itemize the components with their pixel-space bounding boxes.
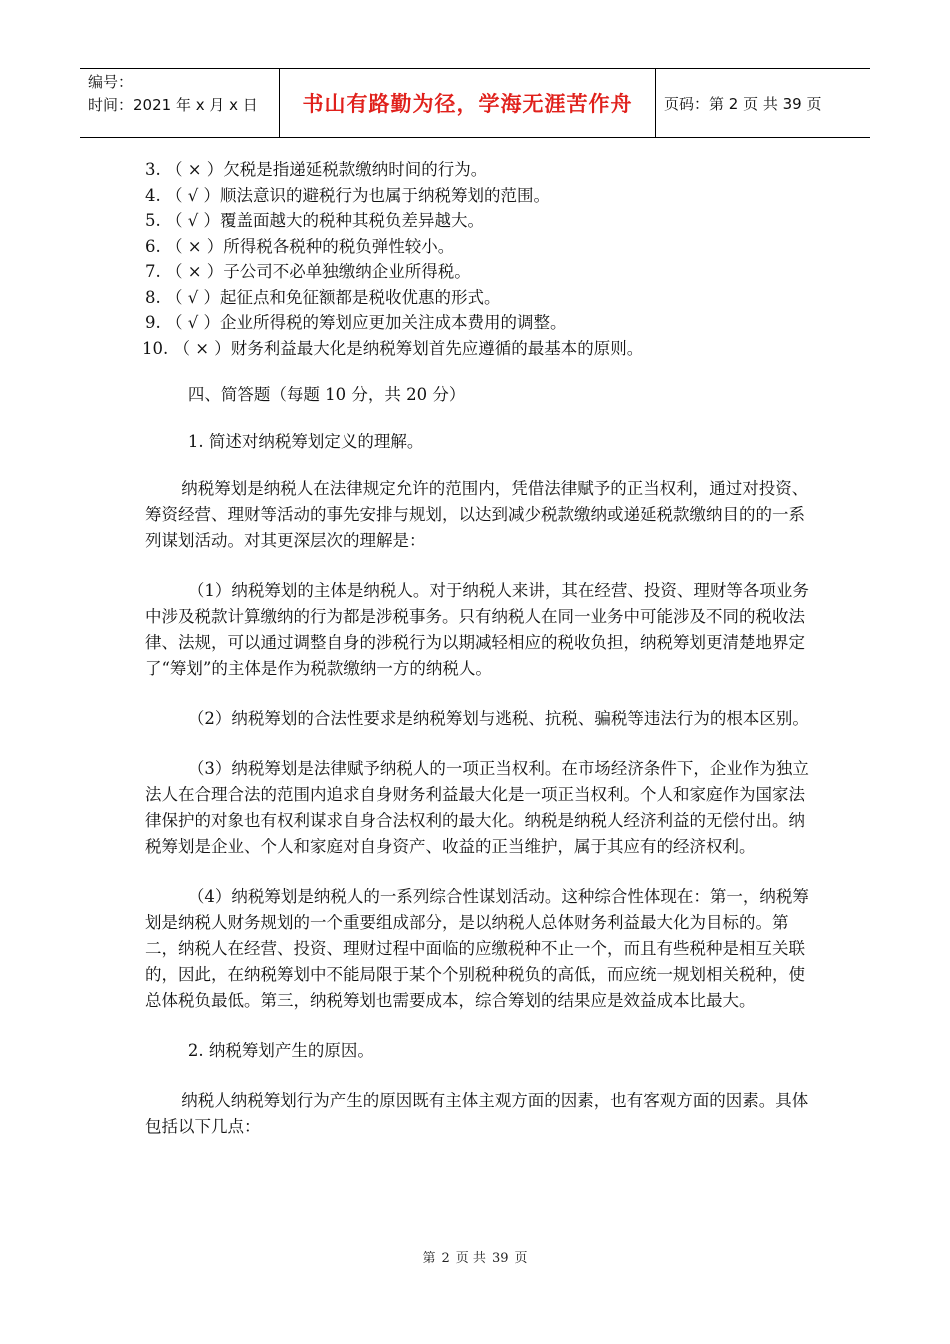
question-1-point-4: （4）纳税筹划是纳税人的一系列综合性谋划活动。这种综合性体现在：第一，纳税筹划是纳税人财务规划的一个重要组成部分，是以纳税人总体财务利益最大化为目标的。第二，纳税人在经营、投资、理财过程中面临的应缴税种不止一个，而且有些税种是相互关联的，因此，在纳税筹划中不能局限于某个个别税种税负的高低，而应统一规划相关税种，使总体税负最低。第三，纳税筹划也需要成本，综合筹划的结果应是效益成本比最大。 <box>145 887 809 1010</box>
tf-item-4: 4. （ √ ）顺法意识的避税行为也属于纳税筹划的范围。 <box>145 185 550 205</box>
tf-item-10: 10. （ × ）财务利益最大化是纳税筹划首先应遵循的最基本的原则。 <box>142 338 644 358</box>
question-2-intro: 纳税人纳税筹划行为产生的原因既有主体主观方面的因素，也有客观方面的因素。具体包括以下几点： <box>145 1091 809 1136</box>
footer-prefix: 第 <box>422 1251 436 1266</box>
question-2-title: 2. 纳税筹划产生的原因。 <box>187 1041 374 1060</box>
footer-middle: 页 共 <box>455 1251 486 1266</box>
question-1-point-3: （3）纳税筹划是法律赋予纳税人的一项正当权利。在市场经济条件下，企业作为独立法人在合理合法的范围内追求自身财务利益最大化是一项正当权利。个人和家庭作为国家法律保护的对象也有权利谋求自身合法权利的最大化。纳税是纳税人经济利益的无偿付出。纳税筹划是企业、个人和家庭对自身资产、收益的正当维护，属于其应有的经济权利。 <box>145 759 809 856</box>
tf-item-3: 3. （ × ）欠税是指递延税款缴纳时间的行为。 <box>145 160 488 179</box>
question-1-point-2: （2）纳税筹划的合法性要求是纳税筹划与逃税、抗税、骗税等违法行为的根本区别。 <box>187 709 809 728</box>
date-label: 时间：2021 年 x 月 x 日 <box>88 96 258 114</box>
tf-item-7: 7. （ × ）子公司不必单独缴纳企业所得税。 <box>145 262 471 281</box>
header-page-label: 页码：第 2 页 共 39 页 <box>664 94 822 113</box>
document-body <box>142 157 810 1140</box>
footer-suffix: 页 <box>514 1251 528 1266</box>
tf-item-6: 6. （ × ）所得税各税种的税负弹性较小。 <box>145 236 455 256</box>
true-false-list <box>142 157 810 361</box>
question-1-title: 1. 简述对纳税筹划定义的理解。 <box>187 432 424 451</box>
question-1-intro: 纳税筹划是纳税人在法律规定允许的范围内，凭借法律赋予的正当权利，通过对投资、筹资经营、理财等活动的事先安排与规划，以达到减少税款缴纳或递延税款缴纳目的的一系列谋划活动。对其更深层次的理解是： <box>145 479 809 550</box>
footer-page-number: 2 <box>441 1251 450 1266</box>
serial-label: 编号： <box>88 73 134 91</box>
section-heading: 四、简答题（每题 10 分，共 20 分） <box>187 385 466 404</box>
page-footer <box>0 1247 950 1266</box>
page-header <box>80 68 870 138</box>
question-1-point-1: （1）纳税筹划的主体是纳税人。对于纳税人来讲，其在经营、投资、理财等各项业务中涉及税款计算缴纳的行为都是涉税事务。只有纳税人在同一业务中可能涉及不同的税收法律、法规，可以通过调整自身的涉税行为以期减轻相应的税收负担，纳税筹划更清楚地界定了“筹划”的主体是作为税款缴纳一方的纳税人。 <box>145 581 809 678</box>
header-motto: 书山有路勤为径，学海无涯苦作舟 <box>280 69 656 137</box>
tf-item-9: 9. （ √ ）企业所得税的筹划应更加关注成本费用的调整。 <box>145 313 567 332</box>
footer-total-pages: 39 <box>491 1251 509 1266</box>
tf-item-5: 5. （ √ ）覆盖面越大的税种其税负差异越大。 <box>145 211 484 230</box>
header-meta <box>80 69 280 137</box>
tf-item-8: 8. （ √ ）起征点和免征额都是税收优惠的形式。 <box>145 287 501 307</box>
